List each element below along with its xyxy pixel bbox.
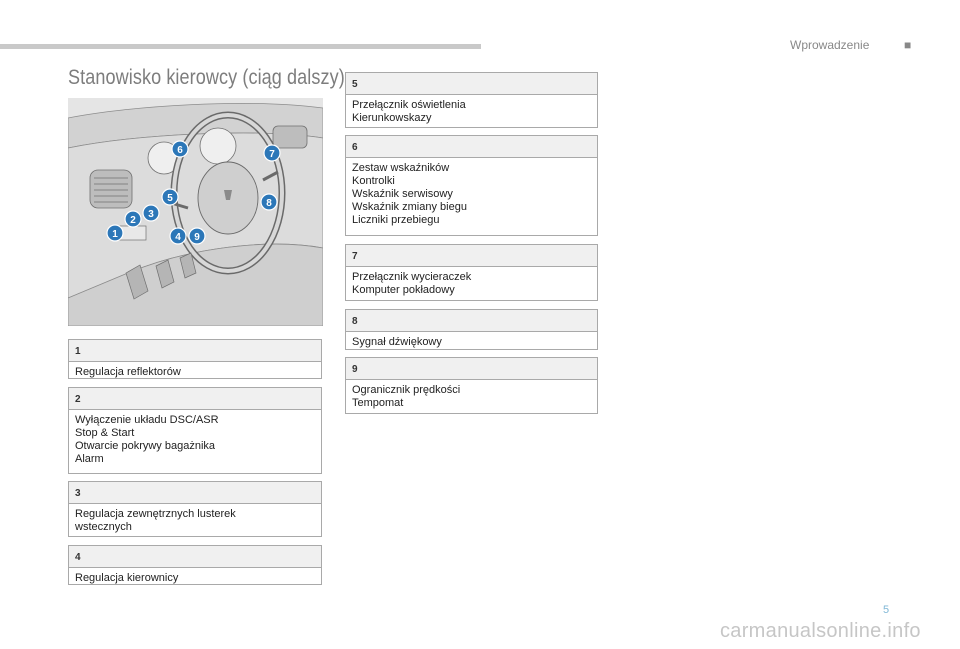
page-number: 5 bbox=[883, 604, 890, 616]
callout-badge-2 bbox=[125, 211, 141, 227]
callout-text bbox=[69, 362, 321, 383]
callout-text bbox=[346, 267, 597, 301]
dashboard-drawing bbox=[68, 98, 323, 326]
callout-box-5 bbox=[345, 72, 598, 128]
callout-number: 3 bbox=[69, 482, 321, 504]
callout-text bbox=[346, 95, 597, 129]
callout-number: 4 bbox=[69, 546, 321, 568]
callout-number: 2 bbox=[69, 388, 321, 410]
callout-number: 8 bbox=[346, 310, 597, 332]
callout-box-6 bbox=[345, 135, 598, 236]
svg-text:8: 8 bbox=[266, 198, 272, 209]
callout-badge-1 bbox=[107, 225, 123, 241]
svg-text:9: 9 bbox=[194, 232, 200, 243]
svg-text:4: 4 bbox=[175, 232, 181, 243]
callout-line: Regulacja reflektorów bbox=[75, 366, 181, 378]
callout-line: Tempomat bbox=[352, 397, 404, 409]
callout-line: Regulacja zewnętrznych lusterek bbox=[75, 508, 236, 520]
callout-text bbox=[69, 410, 321, 470]
callout-box-7 bbox=[345, 244, 598, 301]
callout-number: 5 bbox=[346, 73, 597, 95]
svg-text:5: 5 bbox=[167, 193, 173, 204]
callout-box-2 bbox=[68, 387, 322, 474]
watermark: carmanualsonline.info bbox=[720, 620, 921, 642]
callout-line: Stop & Start bbox=[75, 427, 135, 439]
svg-text:6: 6 bbox=[177, 145, 183, 156]
callout-text bbox=[69, 568, 321, 589]
callout-line: Zestaw wskaźników bbox=[352, 162, 450, 174]
callout-box-9 bbox=[345, 357, 598, 414]
header-rule bbox=[0, 44, 481, 49]
callout-line: Wskaźnik serwisowy bbox=[352, 188, 453, 200]
callout-line: Wyłączenie układu DSC/ASR bbox=[75, 414, 219, 426]
callout-box-1 bbox=[68, 339, 322, 379]
callout-text bbox=[69, 504, 321, 538]
callout-box-4 bbox=[68, 545, 322, 585]
callout-text bbox=[346, 380, 597, 414]
callout-badge-5 bbox=[162, 189, 178, 205]
svg-text:3: 3 bbox=[148, 209, 154, 220]
callout-line: Kierunkowskazy bbox=[352, 112, 432, 124]
callout-number: 6 bbox=[346, 136, 597, 158]
callout-line: Ogranicznik prędkości bbox=[352, 384, 461, 396]
callout-text bbox=[346, 158, 597, 231]
callout-line: Regulacja kierownicy bbox=[75, 572, 179, 584]
callout-number: 9 bbox=[346, 358, 597, 380]
callout-line: Alarm bbox=[75, 453, 104, 465]
section-marker: ■ bbox=[904, 38, 912, 52]
callout-number: 7 bbox=[346, 245, 597, 267]
callout-badge-8 bbox=[261, 194, 277, 210]
callout-badge-9 bbox=[189, 228, 205, 244]
callout-line: Sygnał dźwiękowy bbox=[352, 336, 442, 348]
page-title: Stanowisko kierowcy (ciąg dalszy) bbox=[68, 66, 345, 89]
svg-text:7: 7 bbox=[269, 149, 275, 160]
svg-text:2: 2 bbox=[130, 215, 136, 226]
callout-number: 1 bbox=[69, 340, 321, 362]
callout-line: Otwarcie pokrywy bagażnika bbox=[75, 440, 216, 452]
callout-badge-7 bbox=[264, 145, 280, 161]
callout-badge-6 bbox=[172, 141, 188, 157]
callout-line: Przełącznik oświetlenia bbox=[352, 99, 466, 111]
callout-box-3 bbox=[68, 481, 322, 537]
callout-line: wstecznych bbox=[75, 521, 132, 533]
callout-box-8 bbox=[345, 309, 598, 350]
callout-badge-4 bbox=[170, 228, 186, 244]
callout-line: Przełącznik wycieraczek bbox=[352, 271, 472, 283]
svg-text:1: 1 bbox=[112, 229, 118, 240]
callout-line: Liczniki przebiegu bbox=[352, 214, 440, 226]
callout-line: Kontrolki bbox=[352, 175, 395, 187]
callout-line: Komputer pokładowy bbox=[352, 284, 455, 296]
callout-text bbox=[346, 332, 597, 353]
callout-line: Wskaźnik zmiany biegu bbox=[352, 201, 467, 213]
dashboard-illustration bbox=[68, 98, 323, 326]
callout-badge-3 bbox=[143, 205, 159, 221]
section-title: Wprowadzenie bbox=[790, 38, 870, 52]
